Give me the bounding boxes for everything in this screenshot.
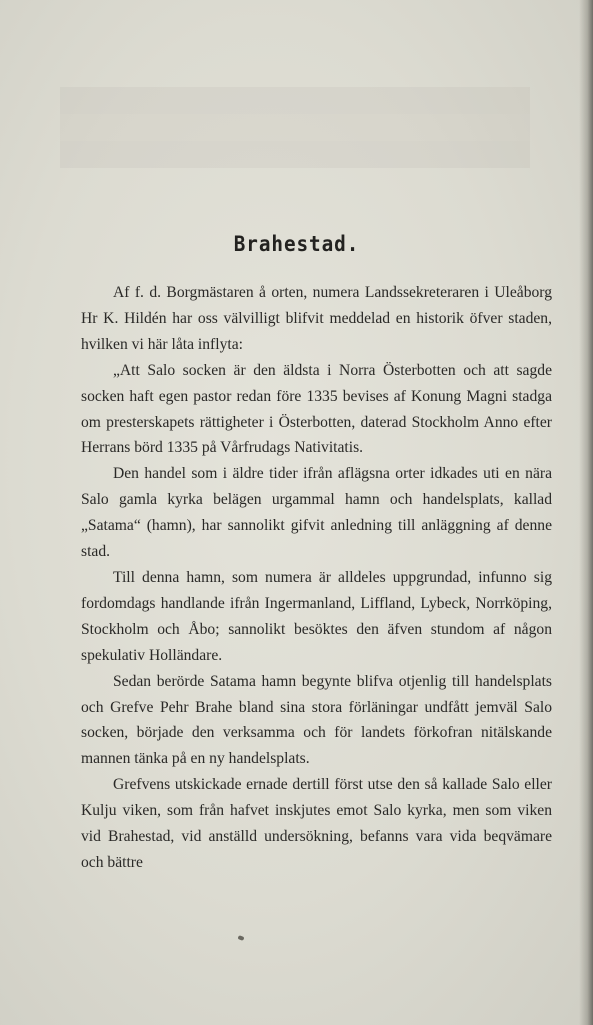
paragraph: „Att Salo socken är den äldsta i Norra Österbotten och att sagde socken haft egen pastor redan före 1335 bevises af Konung Magni stadga om presterskapets rättigheter i Österbotten, daterad Stockholm Anno efter Herrans börd 1335 på Vårfrudags Nativitatis.: [81, 361, 552, 457]
paragraph: Till denna hamn, som numera är alldeles uppgrundad, infunno sig fordomdags handlande ifrån Ingermanland, Liffland, Lybeck, Norrköping, Stockholm och Åbo; sannolikt besöktes den äfven stundom af någon spekulativ Holländare.: [81, 568, 552, 664]
paragraph: Af f. d. Borgmästaren å orten, numera Landssekreteraren i Uleåborg Hr K. Hildén har oss välvilligt blifvit meddelad en historik öfver staden, hvilken vi här låta inflyta:: [81, 284, 552, 353]
ink-speck: [237, 935, 244, 941]
bleed-through-shadow: [60, 60, 530, 168]
paragraph: Grefvens utskickade ernade dertill först utse den så kallade Salo eller Kulju viken, som från hafvet inskjutes emot Salo kyrka, men som viken vid Brahestad, vid anställd undersökning, befanns vara vida beqvämare och bättre: [81, 776, 552, 871]
page-edge-shadow: [579, 0, 593, 1025]
paragraph: Sedan berörde Satama hamn begynte blifva otjenlig till handelsplats och Grefve Pehr Brahe bland sina stora förläningar undfått jemväl Salo socken, började den verksamma och för landets förkofran nitälskande mannen tänka på en ny handelsplats.: [81, 672, 552, 768]
body-text: [81, 280, 552, 876]
page-title: Brahestad.: [233, 232, 360, 256]
paragraph: Den handel som i äldre tider ifrån aflägsna orter idkades uti en nära Salo gamla kyrka belägen urgammal hamn och handelsplats, kallad „Satama“ (hamn), har sannolikt gifvit anledning till anläggning af denne stad.: [81, 465, 552, 561]
